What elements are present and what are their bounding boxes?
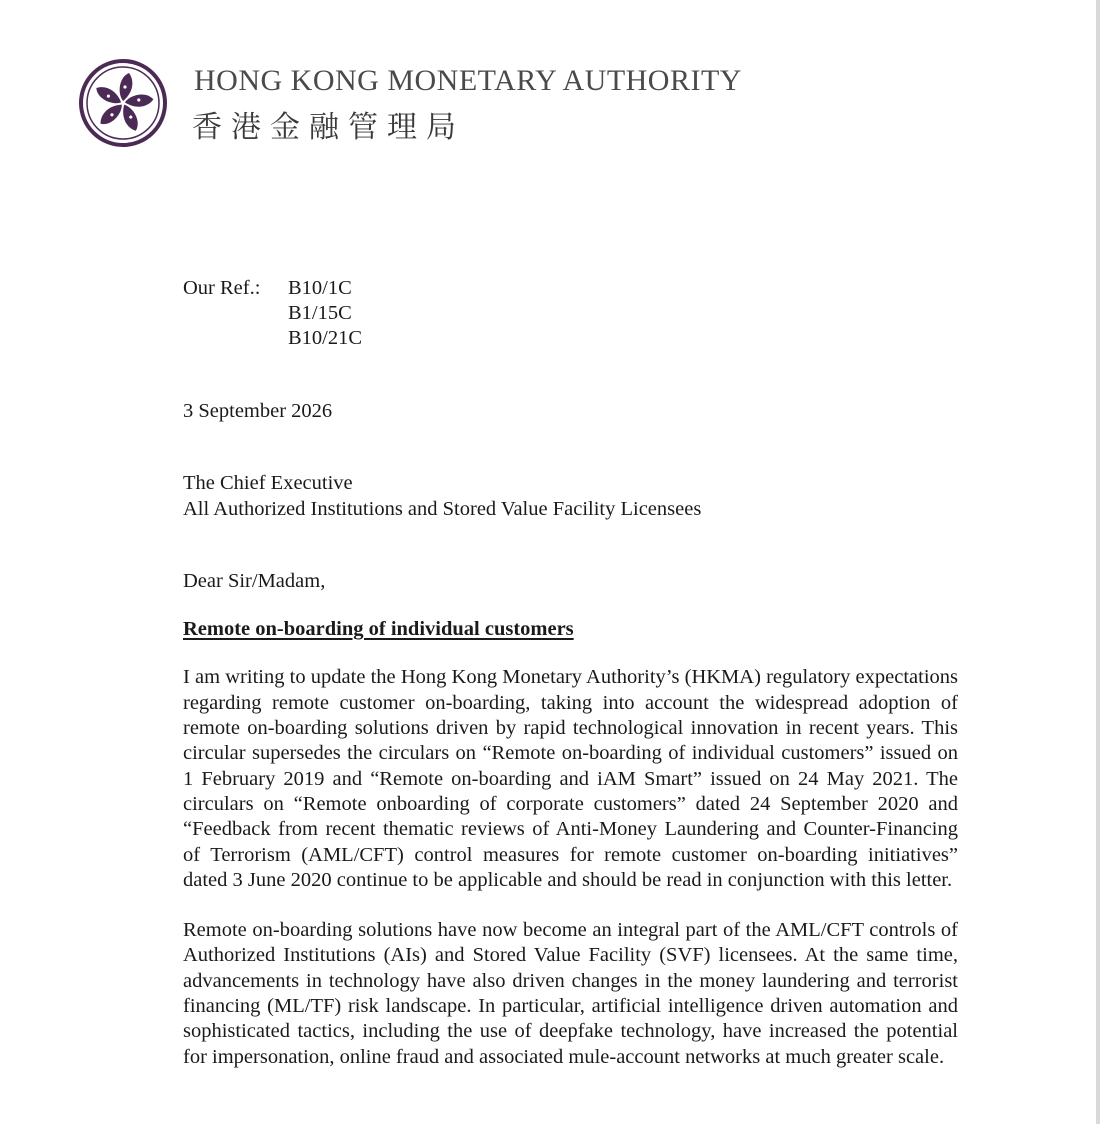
letterhead — [78, 58, 778, 158]
recipient-line: The Chief Executive — [183, 472, 353, 495]
org-name-zh: 香港金融管理局 — [192, 110, 465, 145]
salutation: Dear Sir/Madam, — [183, 569, 326, 592]
recipients — [183, 471, 958, 522]
letter-body — [183, 276, 958, 1070]
subject-heading: Remote on-boarding of individual customers — [183, 618, 574, 641]
reference-label: Our Ref.: — [183, 277, 261, 299]
letter-date: 3 September 2026 — [183, 400, 333, 422]
reference-value: B10/21C — [288, 327, 363, 349]
reference-value: B1/15C — [288, 302, 352, 324]
body-paragraph: Remote on-boarding solutions have now become an integral part of the AML/CFT controls of Authorized Institutions (AIs) and Stored Value Facility (SVF) licensees. At the same time, advancements in technology have also driven changes in the money laundering and terrorist financing (ML/TF) risk landscape. In particular, artificial intelligence driven automation and sophisticated tactics, including the use of deepfake technology, have increased the potential for impersonation, online fraud and associated mule-account networks at much greater scale. — [183, 919, 958, 1068]
org-name-en: HONG KONG MONETARY AUTHORITY — [194, 64, 742, 97]
reference-block — [183, 276, 958, 351]
reference-value: B10/1C — [288, 277, 352, 299]
bauhinia-flower-emblem-icon — [78, 58, 168, 148]
page-edge — [1096, 0, 1100, 1124]
body-paragraph: I am writing to update the Hong Kong Monetary Authority’s (HKMA) regulatory expectations regarding remote customer on-boarding, taking into account the widespread adoption of remote on-boarding solutions driven by rapid technological innovation in recent years. This circular supersedes the circulars on “Remote on-boarding of individual customers” issued on 1 February 2019 and “Remote on-boarding and iAM Smart” issued on 24 May 2021. The circulars on “Remote onboarding of corporate customers” dated 24 September 2020 and “Feedback from recent thematic reviews of Anti-Money Laundering and Counter-Financing of Terrorism (AML/CFT) control measures for remote customer on-boarding initiatives” dated 3 June 2020 continue to be applicable and should be read in conjunction with this letter. — [183, 666, 958, 891]
reference-values — [288, 276, 362, 351]
recipient-line: All Authorized Institutions and Stored Value Facility Licensees — [183, 497, 702, 520]
